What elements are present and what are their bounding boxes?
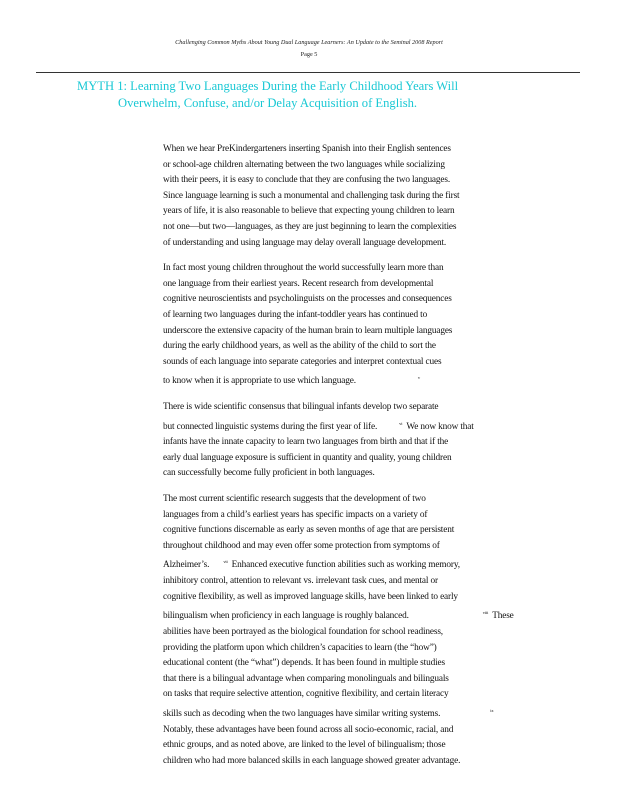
section-heading-line-2: Overwhelm, Confuse, and/or Delay Acquisition of English. (118, 96, 418, 110)
text-line (163, 703, 603, 723)
text-line: of learning two languages during the infant-toddler years has continued to (163, 309, 428, 320)
text-line: cognitive neuroscientists and psycholinguists on the processes and consequences (163, 294, 452, 305)
text-line: sounds of each language into separate categories and interpret contextual cues (163, 356, 442, 367)
text-line-segment: skills such as decoding when the two languages have similar writing systems. (163, 709, 441, 720)
text-line-segment: bilingualism when proficiency in each language is roughly balanced. (163, 611, 409, 622)
header-rule (36, 72, 580, 73)
text-line: with their peers, it is easy to conclude that they are confusing the two languages. (163, 175, 451, 186)
text-line: throughout childhood and may even offer some protection from symptoms of (163, 540, 440, 551)
text-line: There is wide scientific consensus that bilingual infants develop two separate (163, 402, 439, 412)
text-line (163, 605, 603, 625)
text-line: can successfully become fully proficient in both languages. (163, 468, 375, 479)
endnote-marker: vi (399, 420, 403, 426)
text-line: ethnic groups, and as noted above, are linked to the level of bilingualism; those (163, 740, 446, 751)
text-line: Notably, these advantages have been found across all socio-economic, racial, and (163, 724, 454, 735)
text-line: The most current scientific research suggests that the development of two (163, 494, 426, 505)
text-line (163, 416, 603, 436)
text-line: early dual language exposure is sufficient in quantity and quality, young children (163, 452, 452, 463)
section-heading-line-1: MYTH 1: Learning Two Languages During the Early Childhood Years Will (77, 79, 459, 93)
paragraph-2 (163, 261, 603, 390)
paragraph-3 (163, 400, 603, 482)
text-line-segment: Alzheimer’s. (163, 560, 210, 571)
endnote-marker: vii (223, 559, 228, 565)
text-line: of understanding and using language may delay overall language development. (163, 237, 447, 248)
text-line: on tasks that require selective attention, cognitive flexibility, and certain literacy (163, 689, 449, 700)
text-line: that there is a bilingual advantage when comparing monolinguals and bilinguals (163, 673, 449, 684)
endnote-marker: v (417, 375, 421, 381)
text-line: or school-age children alternating between the two languages while socializing (163, 159, 445, 170)
text-line: infants have the innate capacity to learn two languages from birth and that if the (163, 437, 449, 448)
text-line-segment: Enhanced executive function abilities such as working memory, (231, 560, 460, 571)
text-line-segment: We now know that (406, 421, 474, 432)
text-line: When we hear PreKindergarteners inserting Spanish into their English sentences (163, 144, 451, 154)
text-line: languages from a child’s earliest years has specific impacts on a variety of (163, 509, 428, 520)
text-line (163, 370, 603, 390)
text-line: cognitive flexibility, as well as improved language skills, have been linked to early (163, 591, 458, 602)
text-line: cognitive functions discernable as early as seven months of age that are persistent (163, 525, 455, 536)
endnote-marker: viii (482, 610, 489, 616)
section-heading (77, 78, 577, 112)
text-line: underscore the extensive capacity of the human brain to learn multiple languages (163, 325, 453, 336)
text-line (163, 554, 603, 574)
text-line: abilities have been portrayed as the biological foundation for school readiness, (163, 627, 443, 637)
text-line: children who had more balanced skills in each language showed greater advantage. (163, 755, 461, 766)
text-line: during the early childhood years, as well as the ability of the child to sort the (163, 341, 436, 352)
text-line: not one—but two—languages, as they are just beginning to learn the complexities (163, 221, 457, 232)
body-text (163, 142, 603, 779)
text-line: In fact most young children throughout the world successfully learn more than (163, 263, 444, 274)
text-line-segment: to know when it is appropriate to use which language. (163, 376, 356, 387)
paragraph-1 (163, 142, 603, 251)
text-line: one language from their earliest years. Recent research from developmental (163, 278, 434, 289)
paragraph-4 (163, 492, 603, 769)
text-line: providing the platform upon which children’s capacities to learn (the “how”) (163, 642, 437, 653)
text-line: educational content (the “what”) depends. It has been found in multiple studies (163, 658, 445, 669)
running-header-title: Challenging Common Myths About Young Dual Language Learners: An Update to the Seminal 2008 Report (175, 39, 443, 46)
text-line: inhibitory control, attention to relevant vs. irrelevant task cues, and mental or (163, 576, 438, 587)
text-line-segment: These (492, 611, 514, 622)
text-line: Since language learning is such a monumental and challenging task during the first (163, 190, 460, 201)
page-number: Page 5 (300, 51, 318, 58)
text-line-segment: but connected linguistic systems during the first year of life. (163, 421, 378, 432)
text-line: years of life, it is also reasonable to believe that expecting young children to learn (163, 206, 455, 217)
endnote-marker: ix (490, 707, 494, 713)
